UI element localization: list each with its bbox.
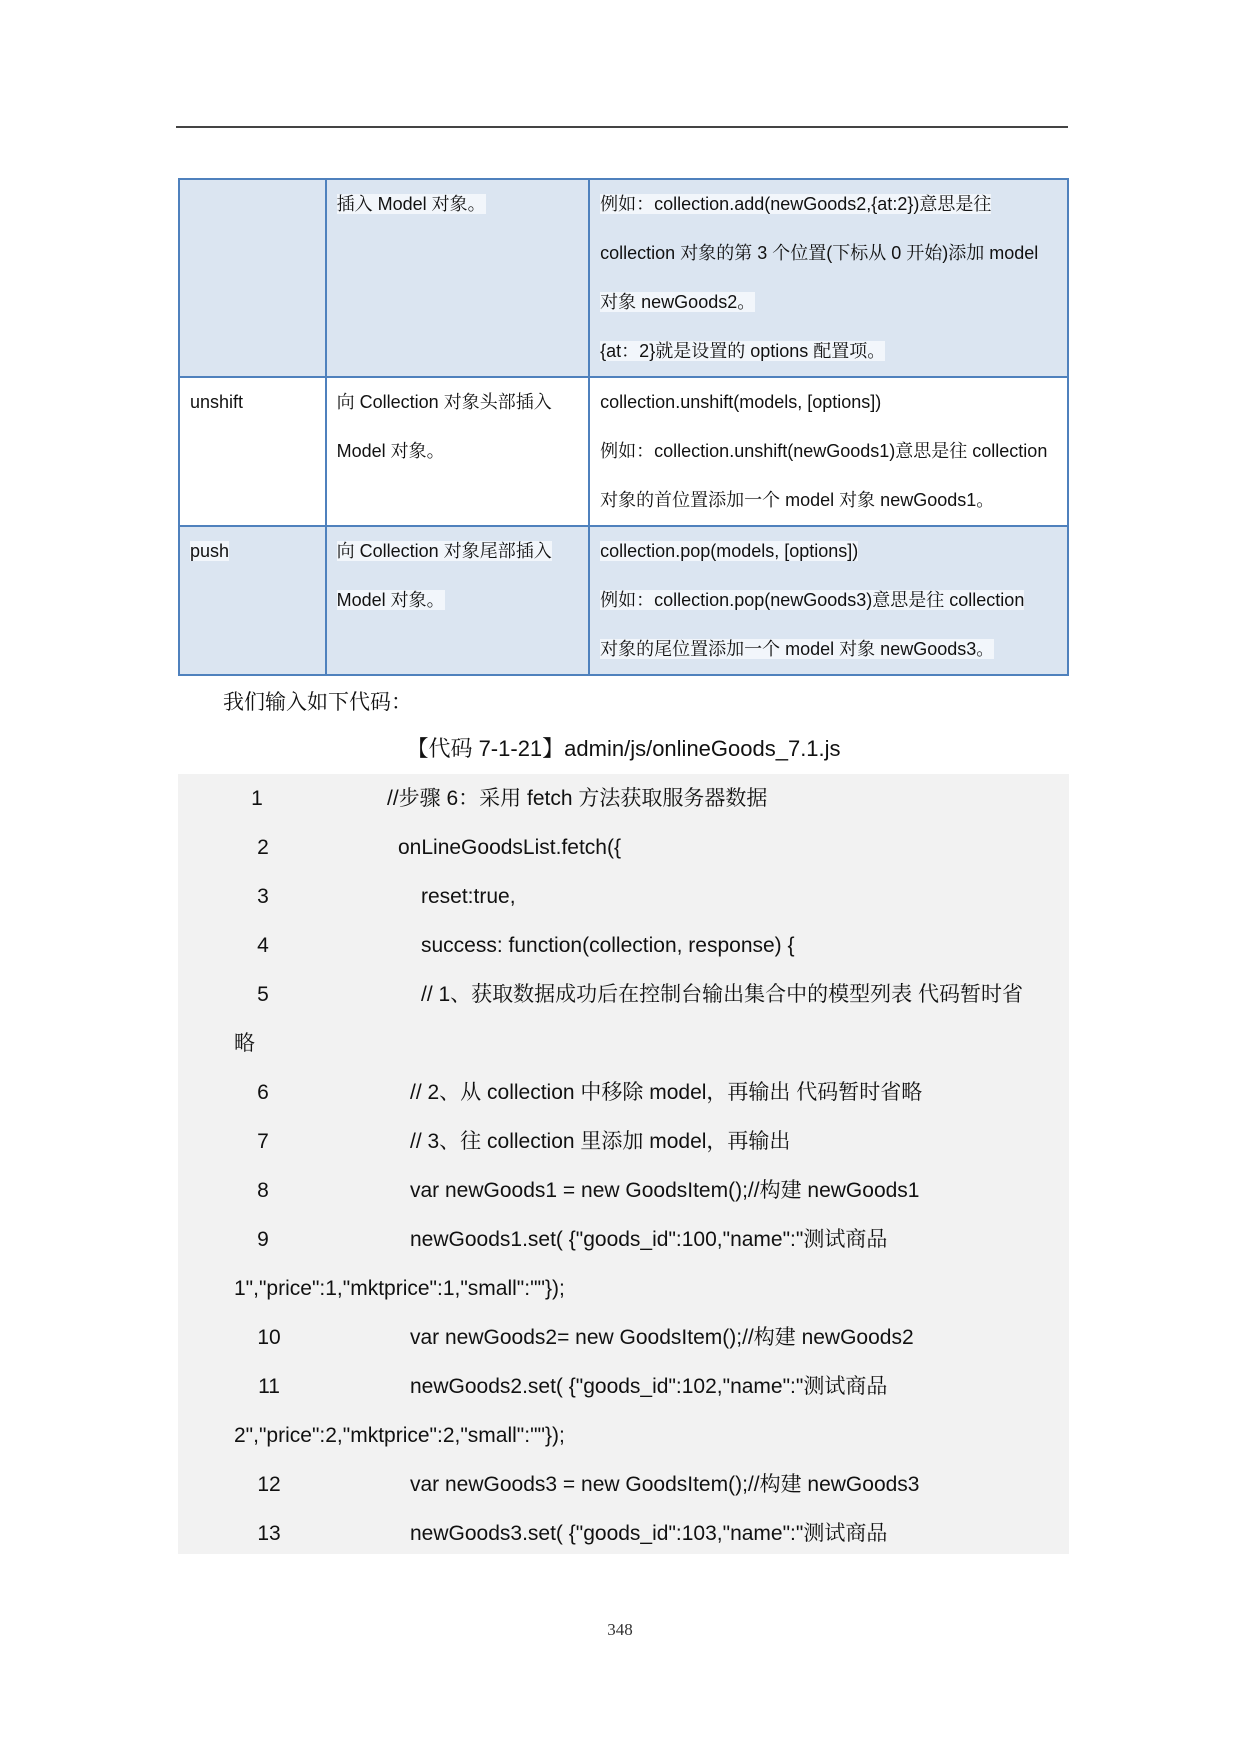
detail-line: collection 对象的第 3 个位置(下标从 0 开始)添加 model bbox=[600, 243, 1039, 263]
detail-cell bbox=[589, 179, 1068, 377]
line-number: 10 bbox=[257, 1326, 281, 1349]
line-number: 2 bbox=[257, 836, 269, 859]
detail-line: 对象的尾位置添加一个 model 对象 newGoods3。 bbox=[600, 639, 995, 659]
page-number: 348 bbox=[607, 1620, 633, 1639]
code-line bbox=[178, 1166, 1069, 1215]
header-rule bbox=[176, 126, 1068, 128]
table-row bbox=[179, 377, 1068, 526]
description-cell bbox=[326, 377, 590, 526]
code-line bbox=[178, 970, 1069, 1019]
code-line bbox=[178, 1460, 1069, 1509]
code-text: var newGoods2= new GoodsItem();//构建 newGoods2 bbox=[410, 1326, 914, 1349]
method-cell bbox=[179, 526, 326, 675]
code-line-wrap bbox=[178, 1019, 1069, 1068]
intro-text: 我们输入如下代码： bbox=[223, 690, 412, 714]
code-text: // 3、往 collection 里添加 model，再输出 bbox=[410, 1130, 791, 1153]
code-text: // 2、从 collection 中移除 model，再输出 代码暂时省略 bbox=[410, 1081, 923, 1104]
method-cell bbox=[179, 179, 326, 377]
code-line bbox=[178, 1068, 1069, 1117]
code-text: reset:true, bbox=[421, 885, 516, 908]
description-cell bbox=[326, 179, 590, 377]
api-method-table bbox=[178, 178, 1069, 676]
code-line bbox=[178, 823, 1069, 872]
code-line bbox=[178, 1215, 1069, 1264]
line-number: 5 bbox=[257, 983, 269, 1006]
description-line: Model 对象。 bbox=[336, 441, 445, 461]
line-number: 4 bbox=[257, 934, 269, 957]
code-text: var newGoods3 = new GoodsItem();//构建 newGoods3 bbox=[410, 1473, 920, 1496]
line-number: 6 bbox=[257, 1081, 269, 1104]
code-line bbox=[178, 1362, 1069, 1411]
line-number: 12 bbox=[257, 1473, 281, 1496]
detail-line: collection.pop(models, [options]) bbox=[600, 541, 859, 561]
code-text: //步骤 6：采用 fetch 方法获取服务器数据 bbox=[387, 787, 768, 810]
detail-line: 例如：collection.pop(newGoods3)意思是往 collection bbox=[600, 590, 1025, 610]
code-line bbox=[178, 1313, 1069, 1362]
code-line bbox=[178, 774, 1069, 823]
code-block bbox=[178, 774, 1069, 1554]
line-number: 7 bbox=[257, 1130, 269, 1153]
description-line: 插入 Model 对象。 bbox=[336, 194, 486, 214]
detail-line: 例如：collection.unshift(newGoods1)意思是往 collection bbox=[600, 441, 1048, 461]
code-text: success: function(collection, response) { bbox=[421, 934, 795, 957]
line-number: 9 bbox=[257, 1228, 269, 1251]
description-line: 向 Collection 对象头部插入 bbox=[336, 392, 552, 412]
line-number: 1 bbox=[251, 787, 263, 810]
detail-line: collection.unshift(models, [options]) bbox=[600, 392, 882, 412]
method-cell bbox=[179, 377, 326, 526]
code-text: // 1、获取数据成功后在控制台输出集合中的模型列表 代码暂时省 bbox=[421, 983, 1024, 1006]
line-number: 13 bbox=[257, 1522, 281, 1545]
code-caption: 【代码 7-1-21】admin/js/onlineGoods_7.1.js bbox=[406, 736, 841, 761]
description-cell bbox=[326, 526, 590, 675]
code-line bbox=[178, 872, 1069, 921]
line-number: 3 bbox=[257, 885, 269, 908]
line-number: 8 bbox=[257, 1179, 269, 1202]
code-text: 1","price":1,"mktprice":1,"small":""}); bbox=[234, 1277, 565, 1300]
code-text: var newGoods1 = new GoodsItem();//构建 newGoods1 bbox=[410, 1179, 920, 1202]
description-line: 向 Collection 对象尾部插入 bbox=[336, 541, 552, 561]
code-line bbox=[178, 921, 1069, 970]
code-line bbox=[178, 1509, 1069, 1558]
code-text: 2","price":2,"mktprice":2,"small":""}); bbox=[234, 1424, 565, 1447]
code-text: 略 bbox=[234, 1032, 255, 1055]
table-row bbox=[179, 179, 1068, 377]
method-name: unshift bbox=[190, 392, 244, 412]
detail-line: 对象 newGoods2。 bbox=[600, 292, 756, 312]
detail-line: {at：2}就是设置的 options 配置项。 bbox=[600, 341, 886, 361]
table-row bbox=[179, 526, 1068, 675]
description-line: Model 对象。 bbox=[336, 590, 445, 610]
method-name: push bbox=[190, 541, 230, 561]
code-text: newGoods2.set( {"goods_id":102,"name":"测试商品 bbox=[410, 1375, 888, 1398]
code-line bbox=[178, 1117, 1069, 1166]
detail-line: 对象的首位置添加一个 model 对象 newGoods1。 bbox=[600, 490, 995, 510]
code-line-wrap bbox=[178, 1264, 1069, 1313]
line-number: 11 bbox=[258, 1375, 280, 1398]
code-text: newGoods1.set( {"goods_id":100,"name":"测试商品 bbox=[410, 1228, 888, 1251]
code-line-wrap bbox=[178, 1411, 1069, 1460]
detail-cell bbox=[589, 526, 1068, 675]
code-text: onLineGoodsList.fetch({ bbox=[398, 836, 621, 859]
code-text: newGoods3.set( {"goods_id":103,"name":"测试商品 bbox=[410, 1522, 888, 1545]
detail-line: 例如：collection.add(newGoods2,{at:2})意思是往 bbox=[600, 194, 992, 214]
detail-cell bbox=[589, 377, 1068, 526]
